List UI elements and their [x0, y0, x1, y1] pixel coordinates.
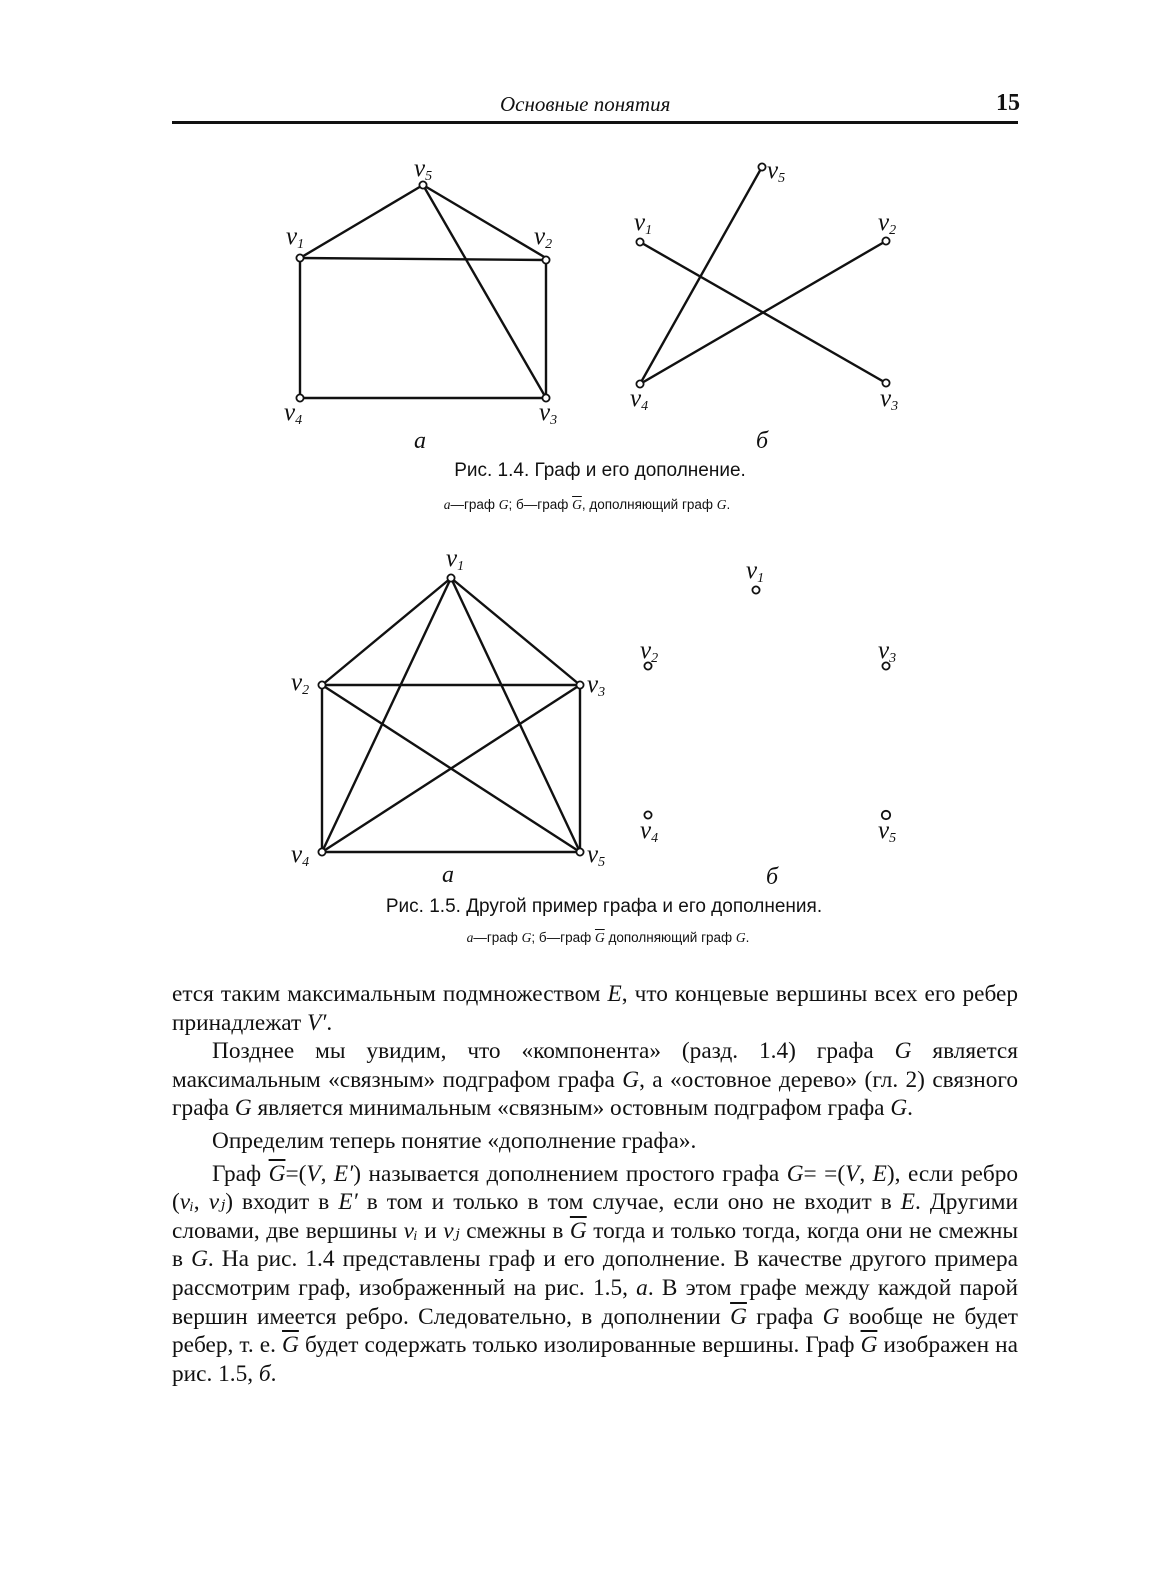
- label-v3: v3: [880, 385, 899, 414]
- subfigure-letter-b: б: [766, 864, 779, 890]
- label-v3: v3: [539, 399, 558, 428]
- edge-v5-v2: [423, 185, 546, 258]
- paragraph-1: ется таким максимальным подмножеством E, что концевые вершины всех его ребер принадлежат V′.: [172, 981, 1018, 1036]
- label-v5: v5: [878, 817, 897, 846]
- body-text: [172, 980, 1018, 1388]
- subfigure-letter-b: б: [756, 428, 769, 454]
- label-v5: v5: [414, 155, 433, 184]
- edge-v1-v2: [300, 258, 546, 260]
- vertex-v3: [576, 681, 583, 688]
- figure-1-4-caption: Рис. 1.4. Граф и его дополнение.: [454, 460, 746, 481]
- label-v1: v1: [286, 223, 305, 252]
- edge-v1-v2: [322, 578, 451, 685]
- label-v3: v3: [587, 671, 606, 700]
- label-v1: v1: [634, 209, 653, 238]
- edge-v5-v3: [423, 185, 546, 398]
- label-v2: v2: [534, 223, 553, 252]
- label-v2: v2: [291, 669, 310, 698]
- paragraph-3: Определим теперь понятие «дополнение графа».: [212, 1127, 697, 1154]
- label-v3: v3: [878, 637, 897, 666]
- label-v4: v4: [630, 385, 649, 414]
- edge-v1-v5: [300, 185, 423, 258]
- edge-v5-v4: [640, 167, 762, 384]
- label-v2: v2: [640, 637, 659, 666]
- vertex-v1: [296, 254, 303, 261]
- vertex-v4: [296, 394, 303, 401]
- vertex-v1: [636, 238, 643, 245]
- paragraph-2: Позднее мы увидим, что «компонента» (разд. 1.4) графа G является максимальным «связным» подграфом графа G, а «остовное дерево» (гл. 2) связного графа G является минимальным «связным» остовным подграфом графа G.: [172, 1038, 1019, 1122]
- subfigure-letter-a: a: [442, 862, 454, 888]
- running-head-title: Основные понятия: [500, 92, 671, 116]
- vertex-v4: [318, 848, 325, 855]
- label-v4: v4: [640, 817, 659, 846]
- label-v4: v4: [291, 841, 310, 870]
- vertex-v2: [542, 256, 549, 263]
- vertex-v5: [576, 848, 583, 855]
- vertex-v2: [882, 237, 889, 244]
- label-v4: v4: [284, 399, 303, 428]
- paragraph-4: Граф $\overline{G}=(V$, E′) называется дополнением простого графа G= =(V, E), если ребро (vᵢ, vⱼ) входит в E′ в том и только в том случае, если оно не входит в E. Другими словами, две вершины vᵢ и vⱼ смежны в $\overline{G}$ тогда и только тогда, когда они не смежны в G. На рис. 1.4 представлены граф и его дополнение. В качестве другого примера рассмотрим граф, изображенный на рис. 1.5, a. В этом графе между каждой парой вершин имеется ребро. Следовательно, в дополнении $\overline{G}$ графа G вообще не будет ребер, т. е. $\overline{G}$ будет содержать только изолированные вершины. Граф $\overline{G}$ изображен на рис. 1.5, б.: [172, 1160, 1018, 1387]
- page-number: 15: [996, 90, 1020, 116]
- vertex-v1: [447, 574, 454, 581]
- vertex-v5: [758, 163, 765, 170]
- label-v1: v1: [446, 545, 465, 574]
- figure-1-5-caption: Рис. 1.5. Другой пример графа и его дополнения.: [385, 896, 823, 917]
- vertex-v2: [318, 681, 325, 688]
- figure-1-4-subcaption: a—граф G; б—граф $\overline{G}$, дополняющий граф G.: [443, 497, 731, 512]
- label-v5: v5: [587, 841, 606, 870]
- label-v5: v5: [767, 157, 786, 186]
- label-v2: v2: [878, 209, 897, 238]
- subfigure-letter-a: a: [414, 428, 426, 454]
- vertex-v1: [752, 586, 759, 593]
- edge-v1-v3: [451, 578, 580, 685]
- figure-1-5-subcaption: a—граф G; б—граф $\overline{G}$ дополняющий граф G.: [466, 930, 750, 945]
- label-v1: v1: [746, 557, 765, 586]
